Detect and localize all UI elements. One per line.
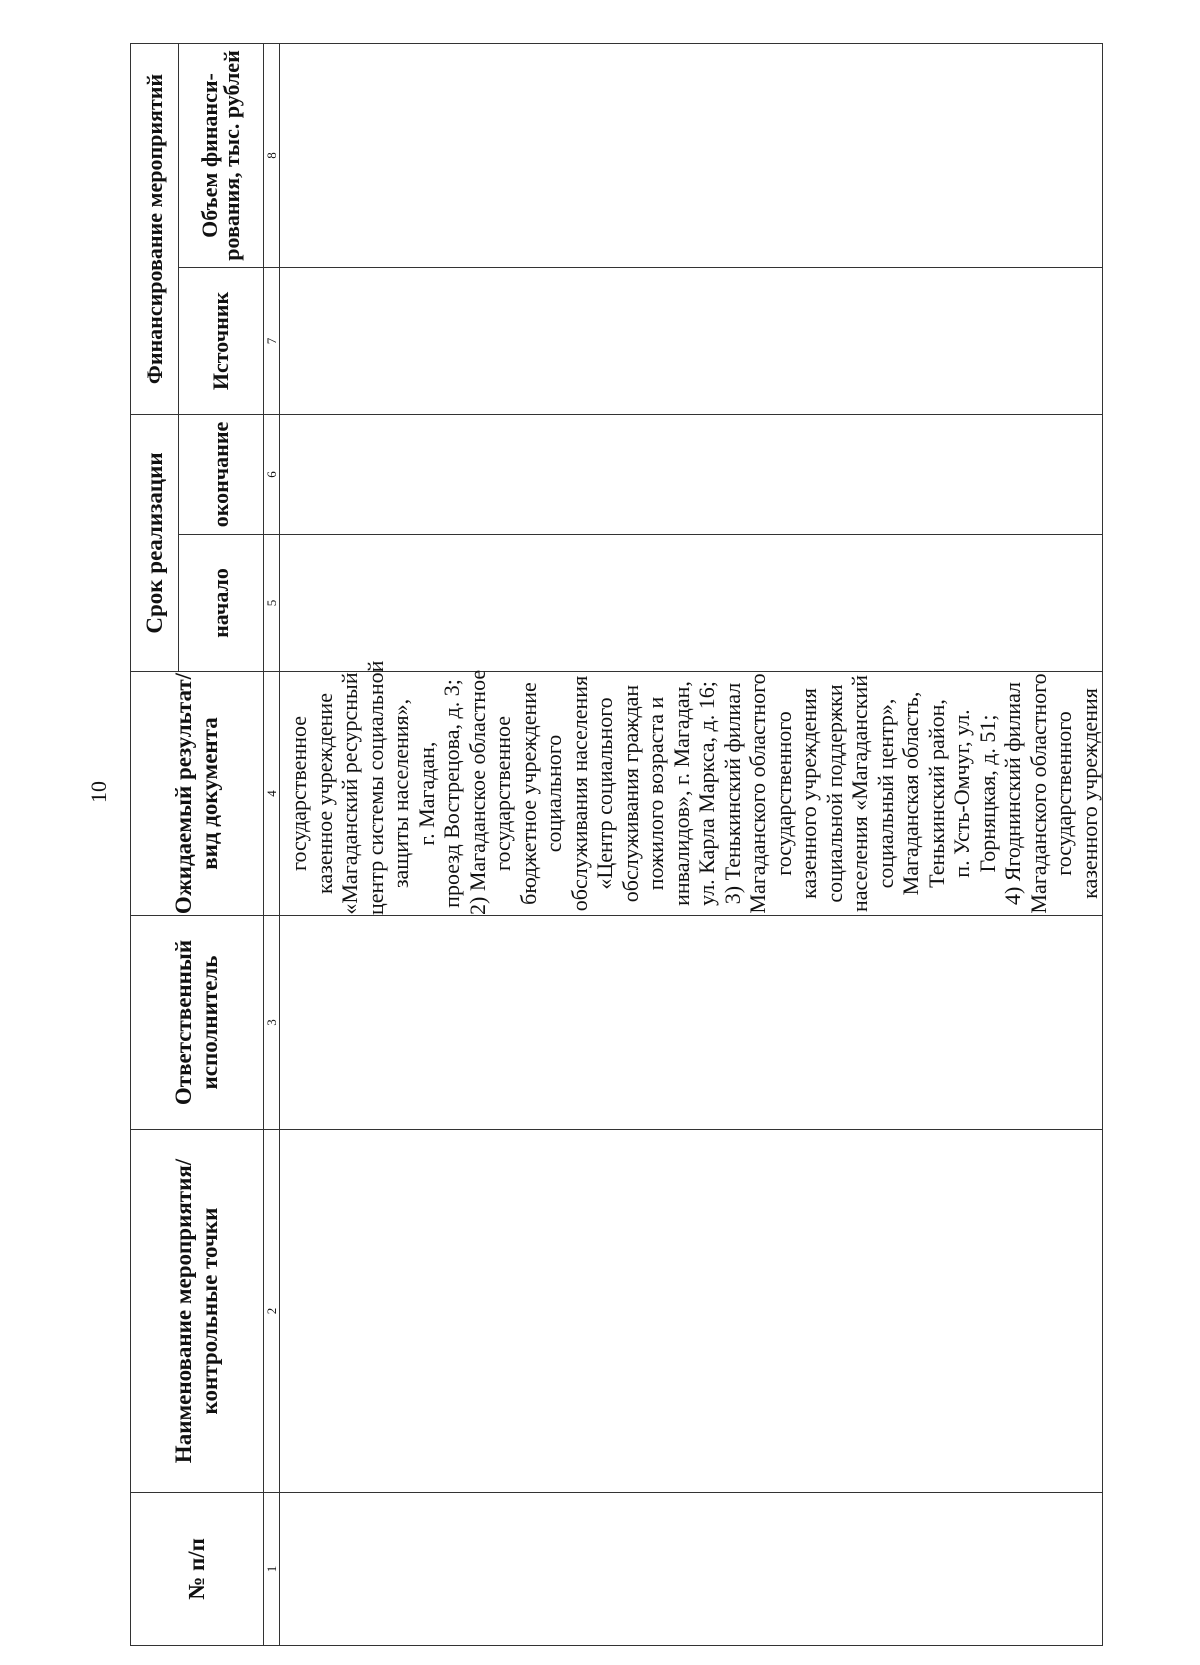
result-line: «Центр социального [592, 697, 617, 890]
result-line: центр системы социальной [362, 660, 388, 915]
column-number-8: 8 [264, 43, 280, 267]
cell-name [280, 1130, 1103, 1493]
cell-start [280, 535, 1103, 672]
result-line: социального [541, 734, 566, 853]
cell-num [280, 1493, 1103, 1646]
result-line: государственное [490, 715, 515, 872]
column-number-7: 7 [264, 267, 280, 414]
column-number-2: 2 [264, 1130, 280, 1493]
header-financing-group: Финансирование мероприятий [131, 43, 179, 414]
column-number-5: 5 [264, 535, 280, 672]
result-line: г. Магадан, [413, 741, 439, 846]
header-amount: Объем финанси-рования, тыс. рублей [179, 43, 264, 267]
result-line: Магаданского областного [1025, 673, 1051, 914]
cell-amount [280, 43, 1103, 267]
result-line: ул. Карла Маркса, д. 16; [694, 681, 719, 906]
result-line: обслуживания населения [566, 675, 592, 912]
result-line: казенного учреждения [796, 688, 821, 899]
header-name: Наименование мероприятия/ контрольные точки [131, 1130, 264, 1493]
header-executor: Ответственный исполнитель [131, 916, 264, 1130]
column-number-6: 6 [264, 414, 280, 534]
header-start: начало [179, 535, 264, 672]
header-result: Ожидаемый результат/ вид документа [131, 672, 264, 916]
result-line: инвалидов», г. Магадан, [668, 681, 694, 906]
result-text [286, 660, 1102, 915]
result-line: «Магаданский ресурсный [337, 672, 362, 915]
result-line: п. Усть-Омчуг, ул. [949, 709, 974, 878]
table-frame [130, 44, 1102, 1646]
result-line: 3) Тенькинский филиал [719, 682, 745, 905]
result-line: 4) Ягоднинский филиал [1000, 681, 1025, 906]
result-line: Тенькинский район, [923, 699, 949, 888]
result-line: казенное учреждение [311, 693, 337, 894]
cell-executor [280, 916, 1103, 1130]
column-number-1: 1 [264, 1493, 280, 1646]
result-line: проезд Вострецова, д. 3; [439, 679, 464, 908]
column-number-3: 3 [264, 916, 280, 1130]
result-line: Горняцкая, д. 51; [974, 714, 1000, 873]
result-line: государственного [770, 711, 796, 876]
page-number: 10 [86, 781, 111, 803]
result-line: Магаданская область, [898, 691, 923, 896]
cell-result [280, 660, 1103, 916]
header-end: окончание [179, 414, 264, 534]
header-period-group: Срок реализации [131, 414, 179, 671]
cell-end [280, 414, 1103, 534]
result-line: обслуживания граждан [617, 684, 643, 903]
header-source: Источник [179, 267, 264, 414]
result-line: государственное [286, 715, 311, 872]
result-line: бюджетное учреждение [515, 682, 541, 905]
result-line: государственного [1051, 711, 1076, 876]
result-line: казенного учреждения [1076, 688, 1102, 899]
result-line: 2) Магаданское областное [464, 669, 490, 915]
measures-table [130, 43, 1103, 1646]
cell-source [280, 267, 1103, 414]
result-line: социальной поддержки [821, 684, 847, 903]
result-line: Магаданского областного [745, 673, 770, 914]
header-num: № п/п [131, 1493, 264, 1646]
result-line: защиты населения», [388, 698, 413, 889]
result-line: пожилого возраста и [643, 696, 668, 891]
result-line: социальный центр», [872, 698, 898, 889]
rotated-document [130, 44, 1102, 1646]
column-number-4: 4 [264, 672, 280, 916]
result-line: населения «Магаданский [847, 674, 872, 913]
